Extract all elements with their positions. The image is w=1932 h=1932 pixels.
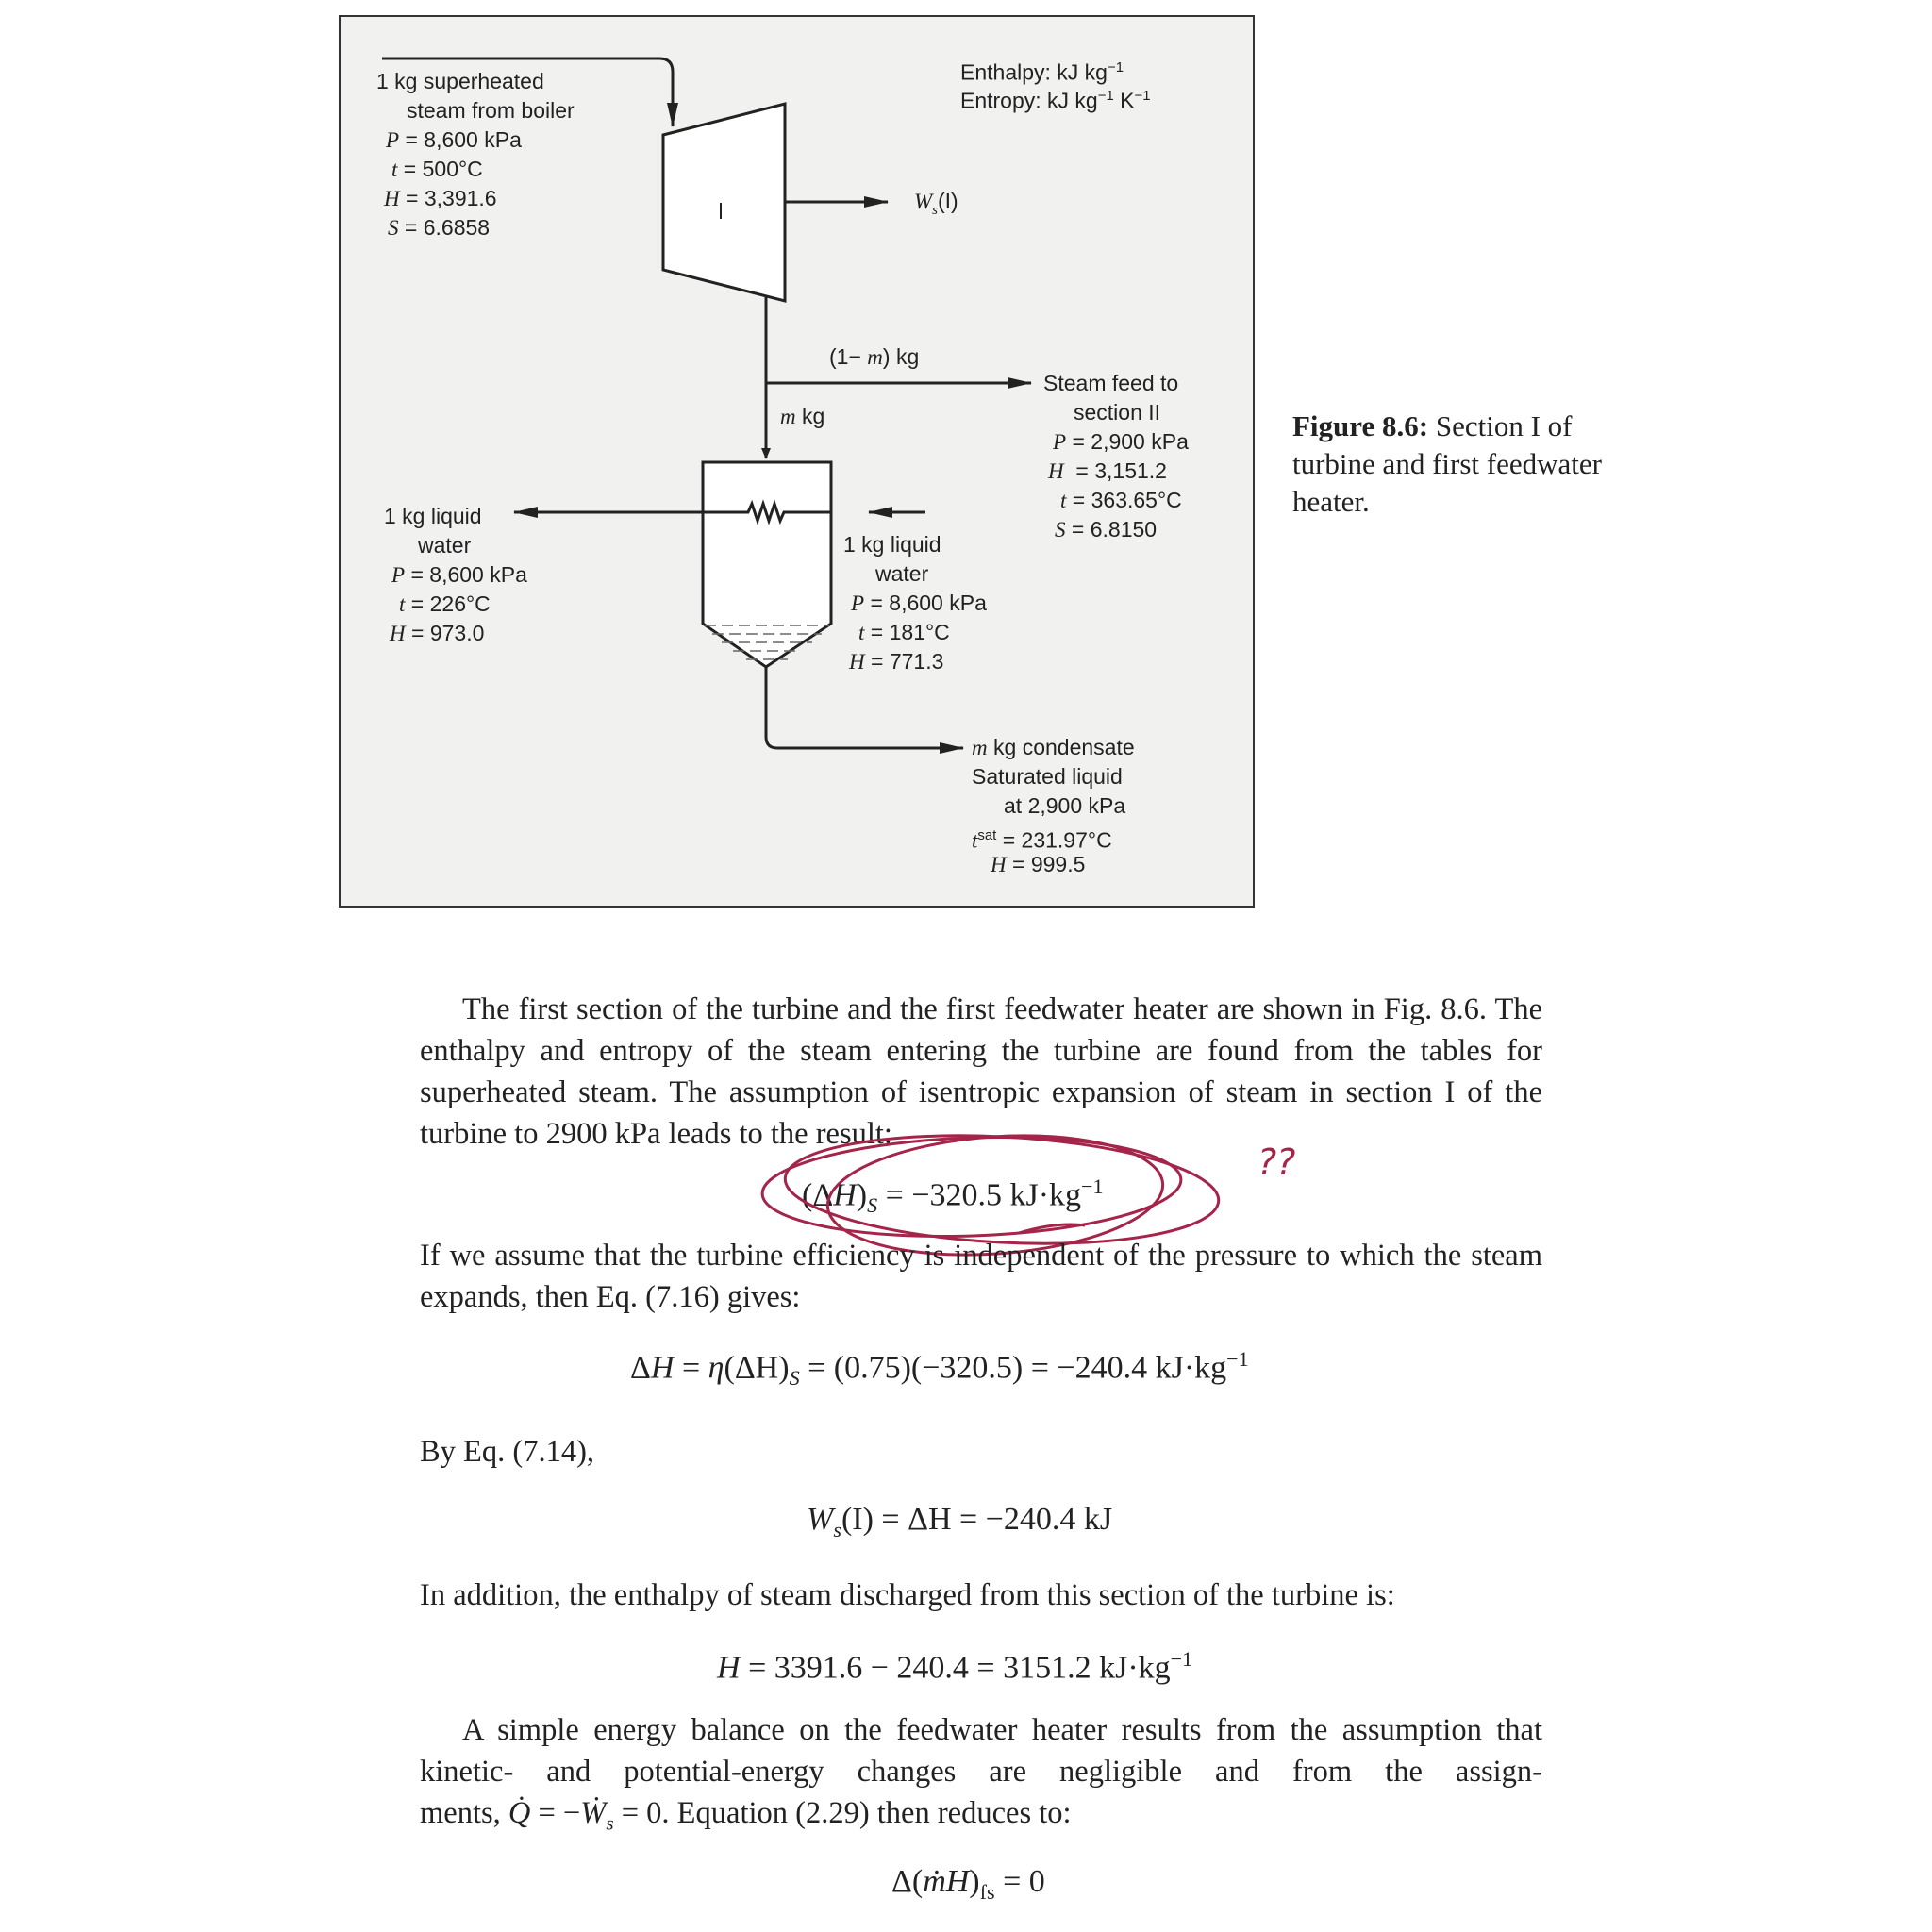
paragraph-2: If we assume that the turbine efficiency is independent of the pressure to which the steam expands, then Eq. (7.16) gives:: [420, 1239, 1542, 1314]
paragraph-4: In addition, the enthalpy of steam discharged from this section of the turbine is:: [420, 1578, 1395, 1612]
liquid-out-label: 1 kg liquid: [384, 504, 482, 528]
inlet-S: S = 6.6858: [388, 215, 491, 240]
condensate-label-3: at 2,900 kPa: [1004, 793, 1126, 818]
equation-4: H = 3391.6 − 240.4 = 3151.2 $kJ\cdot kg^{-1}$: [717, 1647, 1193, 1686]
equation-2: $\Delta H = \eta(\Delta H)_S = (0.75)(-320.5) = -240.4$ $kJ\cdot kg^{-1}$: [630, 1347, 1249, 1391]
condensate-label: m kg condensate: [972, 735, 1135, 759]
condensate-H: H = 999.5: [991, 852, 1086, 876]
inlet-t: t = 500°C: [391, 157, 483, 181]
feedwater-heater: [703, 462, 831, 667]
steam-feed-S: S = 6.8150: [1055, 517, 1158, 541]
inlet-H: H = 3,391.6: [384, 186, 497, 210]
liquid-in-label: 1 kg liquid: [843, 532, 941, 557]
paragraph-3: By Eq. (7.14),: [420, 1435, 595, 1469]
inlet-label: 1 kg superheated: [376, 69, 544, 93]
equation-3: $W_s(I) = \Delta H = -240.4$ kJ: [807, 1502, 1113, 1541]
steam-feed-P: P = 2,900 kPa: [1053, 429, 1189, 454]
liquid-out-P: P = 8,600 kPa: [391, 562, 527, 587]
paragraph-5: A simple energy balance on the feedwater heater results from the assumption that kinetic- and potential-energy changes are negligible and from the assign-: [420, 1713, 1542, 1789]
equation-1: $(\Delta H)_S = -320.5$ $kJ\cdot kg^{-1}$: [802, 1174, 1104, 1218]
split-label: (1− m) kg: [829, 344, 920, 369]
liquid-in-P: P = 8,600 kPa: [851, 591, 987, 615]
condensate-pipe: [766, 667, 963, 748]
liquid-in-label-2: water: [875, 561, 929, 586]
turbine-I: [663, 104, 785, 301]
steam-feed-label-2: section II: [1074, 400, 1161, 425]
work-label: $W_s(I)$: [914, 189, 958, 218]
figure-panel: [339, 15, 1255, 908]
equation-5: $\Delta(ṁH)_{fs} = 0$: [891, 1864, 1045, 1904]
steam-feed-H: H = 3,151.2: [1048, 458, 1167, 483]
figure-caption: Figure 8.6: Section I of turbine and first feedwater heater.: [1292, 409, 1602, 518]
condensate-tsat: $t^{sat} = 231.97^\circ C$: [972, 827, 1112, 853]
m-kg-label: m kg: [780, 404, 825, 428]
steam-feed-label: Steam feed to: [1043, 371, 1179, 395]
liquid-out-H: H = 973.0: [390, 621, 485, 645]
liquid-out-label-2: water: [418, 533, 472, 558]
liquid-in-H: H = 771.3: [849, 649, 944, 674]
condensate-label-2: Saturated liquid: [972, 764, 1123, 789]
annotation-question-marks: ??: [1257, 1141, 1296, 1183]
liquid-out-t: t = 226°C: [399, 591, 491, 616]
inlet-label-2: steam from boiler: [407, 98, 575, 123]
paragraph-1: The first section of the turbine and the first feedwater heater are shown in Fig. 8.6. The enthalpy and entropy of the steam entering the turbine are found from the tables for superheated steam. The assumption of isentropic expansion of steam in section I of the turbine to 2900 kPa leads to the result:: [420, 992, 1542, 1151]
units-entropy: Entropy: kJ $kg^{-1}$ $K^{-1}$: [960, 88, 1151, 113]
units-enthalpy: Enthalpy: kJ $kg^{-1}$: [960, 59, 1124, 85]
liquid-in-t: t = 181°C: [858, 620, 950, 644]
steam-feed-t: t = 363.65°C: [1060, 488, 1182, 512]
inlet-P: P = 8,600 kPa: [386, 127, 522, 152]
paragraph-5-end: ments, Q̇ = −Ẇ$_s$ = 0. Equation (2.29) then reduces to:: [420, 1796, 1072, 1835]
